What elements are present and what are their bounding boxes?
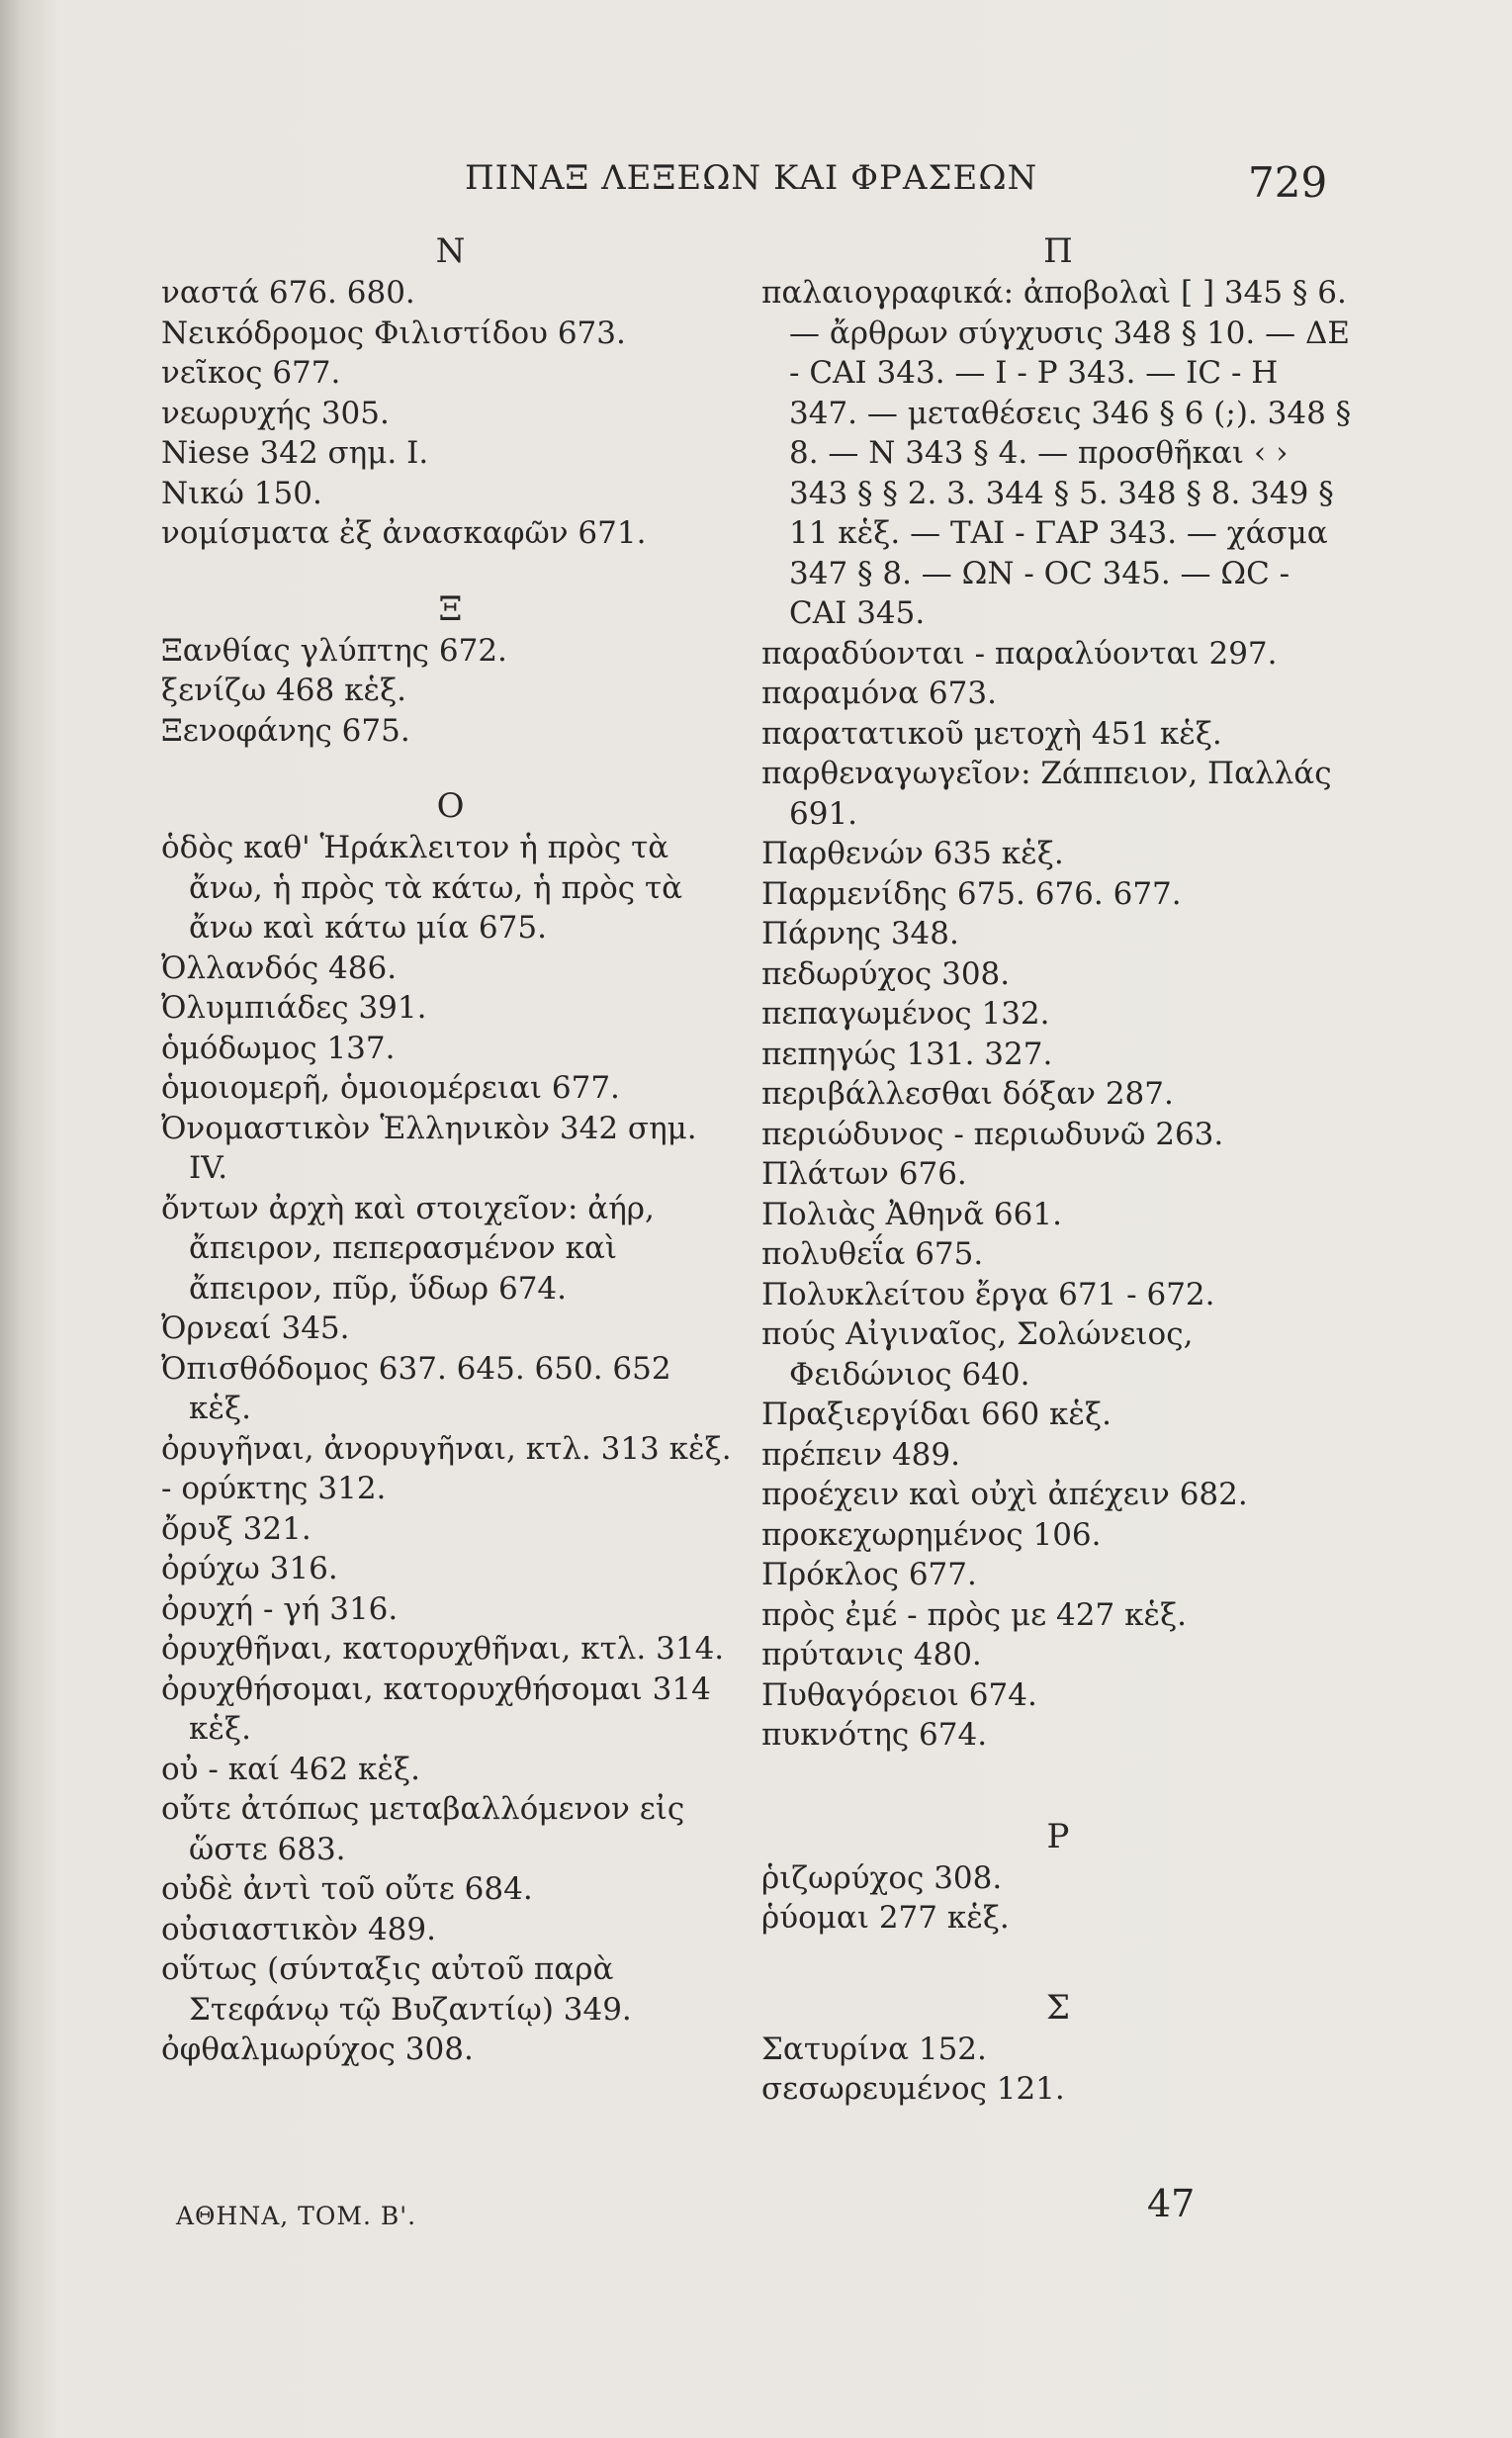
index-entry: Πυθαγόρειοι 674. (761, 1676, 1037, 1713)
index-entry: Ξενοφάνης 675. (161, 712, 410, 749)
index-entry: πρὸς ἐμέ - πρὸς με 427 κἑξ. (761, 1596, 1188, 1633)
index-entry: Παρμενίδης 675. 676. 677. (761, 875, 1182, 912)
section-gap (161, 751, 740, 784)
index-entry: Ὀρνεαί 345. (161, 1310, 350, 1346)
index-entry: ὁμόδωμος 137. (161, 1030, 396, 1066)
index-entry: Νεικόδρομος Φιλιστίδου 673. (161, 315, 626, 351)
index-entry: πεπηγώς 131. 327. (761, 1036, 1053, 1072)
index-entry: Ὀλυμπιάδες 391. (161, 990, 427, 1026)
index-entry: ὀρυγῆναι, ἀνορυγῆναι, κτλ. 313 κἑξ. (161, 1430, 732, 1467)
index-entry: παρατατικοῦ μετοχὴ 451 κἑξ. (761, 715, 1222, 752)
index-entry: ῥύομαι 277 κἑξ. (761, 1900, 1010, 1936)
index-entry: νομίσματα ἐξ ἀνασκαφῶν 671. (161, 515, 647, 551)
index-entry: προέχειν καὶ οὐχὶ ἀπέχειν 682. (761, 1477, 1248, 1512)
section-letter: Ο (436, 786, 465, 826)
index-entry: Πρόκλος 677. (761, 1557, 977, 1592)
index-entry: πρύτανις 480. (761, 1637, 982, 1672)
index-entry: Πραξιεργίδαι 660 κἑξ. (761, 1397, 1112, 1432)
section-letter: Ν (435, 231, 466, 271)
running-title: ΠΙΝΑΞ ΛΕΞΕΩΝ ΚΑΙ ΦΡΑΣΕΩΝ (465, 158, 1038, 198)
index-entry: ὀφθαλμωρύχος 308. (161, 2032, 474, 2067)
index-entry: Ὀνομαστικὸν Ἑλληνικὸν 342 σημ. IV. (161, 1110, 697, 1186)
index-entry: πούς Αἰγιναῖος, Σολώνειος, Φειδώνιος 640. (761, 1316, 1194, 1393)
index-entry: νεωρυχής 305. (161, 395, 390, 431)
index-entry: Niese 342 σημ. I. (161, 435, 429, 471)
index-entry: οὕτως (σύνταξις αὐτοῦ παρὰ Στεφάνῳ τῷ Βυζαντίῳ) 349. (161, 1951, 632, 2028)
index-entry: ὄντων ἀρχὴ καὶ στοιχεῖον: ἀήρ, ἄπειρον, πεπερασμένον καὶ ἄπειρον, πῦρ, ὕδωρ 674. (161, 1190, 655, 1307)
index-entry: Πολυκλείτου ἔργα 671 - 672. (761, 1276, 1215, 1312)
index-entry: ῥιζωρύχος 308. (761, 1859, 1003, 1896)
index-entry: πεδωρύχος 308. (761, 955, 1011, 992)
index-entry: παρθεναγωγεῖον: Ζάππειον, Παλλάς 691. (761, 756, 1332, 832)
index-entry: περιβάλλεσθαι δόξαν 287. (761, 1076, 1174, 1112)
index-entry: Παρθενών 635 κἑξ. (761, 836, 1064, 871)
index-entry: παραμόνα 673. (761, 676, 997, 711)
index-entry: Νικώ 150. (161, 475, 322, 511)
index-entry: Ὀλλανδός 486. (161, 949, 398, 986)
index-entry: ὀρύχω 316. (161, 1551, 338, 1586)
index-entry: ὄρυξ 321. (161, 1510, 311, 1547)
index-entry: σεσωρευμένος 121. (761, 2071, 1065, 2107)
index-entry: πεπαγωμένος 132. (761, 996, 1050, 1032)
index-entry: οὐσιαστικὸν 489. (161, 1911, 436, 1947)
index-entry: - ορύκτης 312. (161, 1471, 387, 1506)
index-entry: πυκνότης 674. (761, 1717, 988, 1753)
index-entry: ὁδὸς καθ' Ἡράκλειτον ἡ πρὸς τὰ ἄνω, ἡ πρὸς τὰ κάτω, ἡ πρὸς τὰ ἄνω καὶ κάτω μία 675. (161, 830, 683, 946)
index-entry: οὔτε ἀτόπως μεταβαλλόμενον εἰς ὥστε 683. (161, 1791, 685, 1867)
index-entry: Πλάτων 676. (761, 1156, 967, 1192)
index-entry: ὀρυχθήσομαι, κατορυχθήσομαι 314 κἑξ. (161, 1670, 711, 1747)
index-entry: πρέπειν 489. (761, 1436, 960, 1473)
right-column (761, 229, 1355, 2110)
index-entry: περιώδυνος - περιωδυνῶ 263. (761, 1116, 1224, 1152)
index-entry: ναστά 676. 680. (161, 275, 415, 311)
index-entry: ὁμοιομερῆ, ὁμοιομέρειαι 677. (161, 1070, 620, 1106)
index-entry: παραδύονται - παραλύονται 297. (761, 635, 1278, 672)
footer-note: ΑΘΗΝΑ, ΤΟΜ. Β'. (176, 2202, 417, 2230)
index-entry: ὀρυχή - γή 316. (161, 1590, 399, 1627)
section-gap (761, 1939, 1355, 1986)
index-entry: νεῖκος 677. (161, 355, 341, 391)
section-gap (761, 1756, 1355, 1815)
index-entry: Ὀπισθόδομος 637. 645. 650. 652 κἑξ. (161, 1350, 671, 1426)
index-entry: προκεχωρημένος 106. (761, 1516, 1102, 1553)
index-entry: Ξανθίας γλύπτης 672. (161, 632, 507, 669)
index-entry: οὐδὲ ἀντὶ τοῦ οὔτε 684. (161, 1871, 533, 1907)
index-entry: Πολιὰς Ἀθηνᾶ 661. (761, 1196, 1062, 1232)
section-letter: Ξ (438, 588, 463, 629)
section-gap (161, 554, 740, 587)
index-entry: οὐ - καί 462 κἑξ. (161, 1751, 420, 1787)
signature-number: 47 (1147, 2182, 1196, 2225)
section-letter: Π (1043, 231, 1073, 271)
index-entry: Πάρνης 348. (761, 916, 959, 951)
index-entry: ὀρυχθῆναι, κατορυχθῆναι, κτλ. 314. (161, 1631, 725, 1667)
index-entry: Σατυρίνα 152. (761, 2031, 987, 2067)
left-column (161, 229, 740, 2070)
index-entry: παλαιογραφικά: ἀποβολαὶ [ ] 345 § 6. — ἄρθρων σύγχυσις 348 § 10. — ΔΕ - CAI 343. — Ι - Ρ 343. — ΙC - Η 347. — μεταθέσεις 346 § 6 (;). 348 § 8. — Ν 343 § 4. — προσθῆκαι ‹ › 343 § § 2. 3. 344 § 5. 348 § 8. 349 § 11 κἑξ. — ΤΑΙ - ΓΑΡ 343. — χάσμα 347 § 8. — ΩΝ - ΟC 345. — ΩC - CAI 345. (761, 275, 1352, 631)
section-letter: Ρ (1046, 1816, 1070, 1856)
index-entry: ξενίζω 468 κἑξ. (161, 673, 407, 708)
page-number: 729 (1248, 158, 1328, 207)
section-letter: Σ (1045, 1987, 1071, 2028)
index-entry: πολυθεΐα 675. (761, 1236, 984, 1272)
